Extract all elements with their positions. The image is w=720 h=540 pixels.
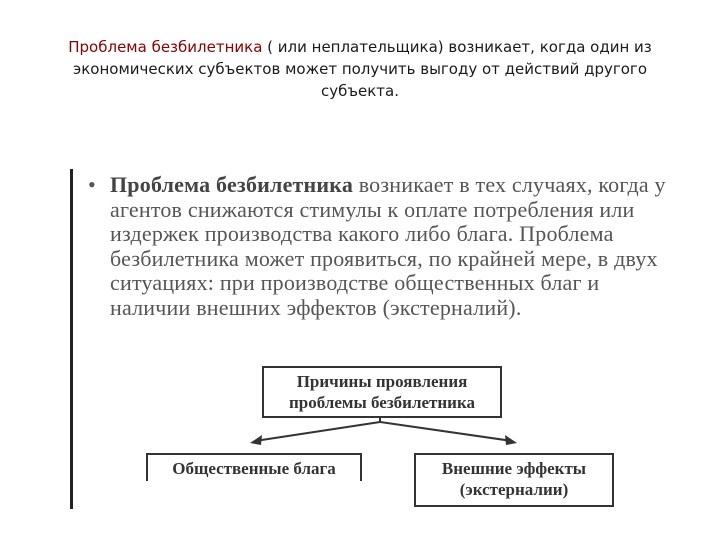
intro-text: ( или неплательщика) возникает, когда один из экономических субъектов может получить выгоду от действий другого субъекта. [72,38,652,100]
causes-line-2: проблемы безбилетника [288,393,476,412]
causes-box [262,366,502,418]
public-goods-box [146,453,362,481]
causes-line-1: Причины проявления [296,372,468,391]
public-goods-label: Общественные блага [172,459,336,478]
externalities-box [414,453,614,507]
bullet-term: Проблема безбилетника [110,172,354,197]
intro-term: Проблема безбилетника [68,38,263,56]
externalities-line-2: (экстерналии) [459,480,569,499]
scanned-slide [70,163,680,508]
bullet-body: возникает в тех случаях, когда у агентов снижаются стимулы к оплате потребления или издержек производства какого либо блага. Проблема безбилетника может проявиться, по крайней мере, в двух ситуациях: при производстве общественных благ и наличии внешних эффектов (экстерналий). [110,172,666,320]
bullet-icon: • [88,172,96,197]
externalities-line-1: Внешние эффекты [441,459,587,478]
intro-paragraph [40,36,680,102]
